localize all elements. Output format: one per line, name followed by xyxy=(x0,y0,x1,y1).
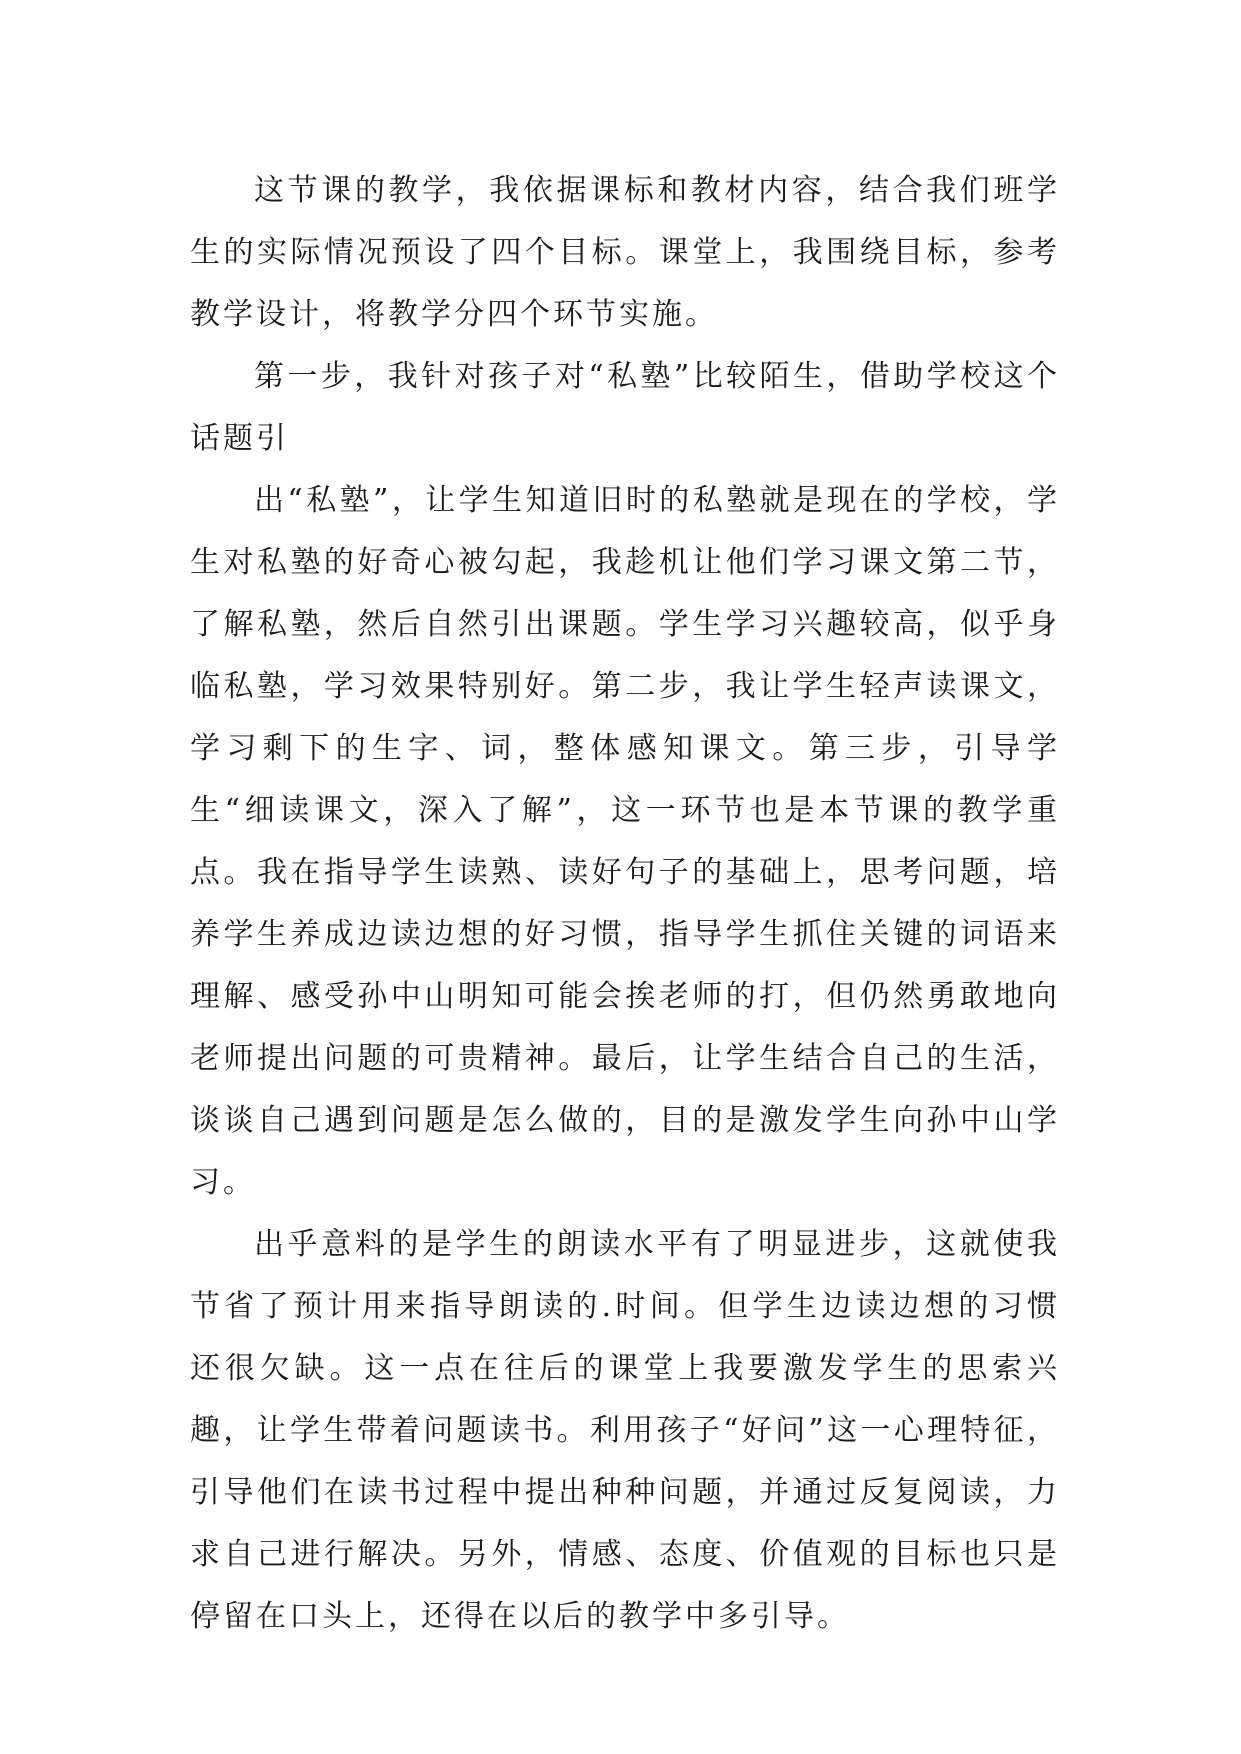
paragraph-4: 出乎意料的是学生的朗读水平有了明显进步，这就使我节省了预计用来指导朗读的.时间。但学生边读边想的习惯还很欠缺。这一点在往后的课堂上我要激发学生的思索兴趣，让学生带着问题读书。利用孩子“好问”这一心理特征，引导他们在读书过程中提出种种问题，并通过反复阅读，力求自己进行解决。另外，情感、态度、价值观的目标也只是停留在口头上，还得在以后的教学中多引导。 xyxy=(190,1227,1060,1634)
paragraph-2: 第一步，我针对孩子对“私塾”比较陌生，借助学校这个话题引 xyxy=(190,359,1060,456)
document-body xyxy=(190,160,1060,1648)
paragraph-3: 出“私塾”，让学生知道旧时的私塾就是现在的学校，学生对私塾的好奇心被勾起，我趁机让他们学习课文第二节，了解私塾，然后自然引出课题。学生学习兴趣较高，似乎身临私塾，学习效果特别好。第二步，我让学生轻声读课文，学习剩下的生字、词，整体感知课文。第三步，引导学生“细读课文，深入了解”，这一环节也是本节课的教学重点。我在指导学生读熟、读好句子的基础上，思考问题，培养学生养成边读边想的好习惯，指导学生抓住关键的词语来理解、感受孙中山明知可能会挨老师的打，但仍然勇敢地向老师提出问题的可贵精神。最后，让学生结合自己的生活，谈谈自己遇到问题是怎么做的，目的是激发学生向孙中山学习。 xyxy=(190,483,1060,1200)
paragraph-1: 这节课的教学，我依据课标和教材内容，结合我们班学生的实际情况预设了四个目标。课堂上，我围绕目标，参考教学设计，将教学分四个环节实施。 xyxy=(190,173,1060,332)
